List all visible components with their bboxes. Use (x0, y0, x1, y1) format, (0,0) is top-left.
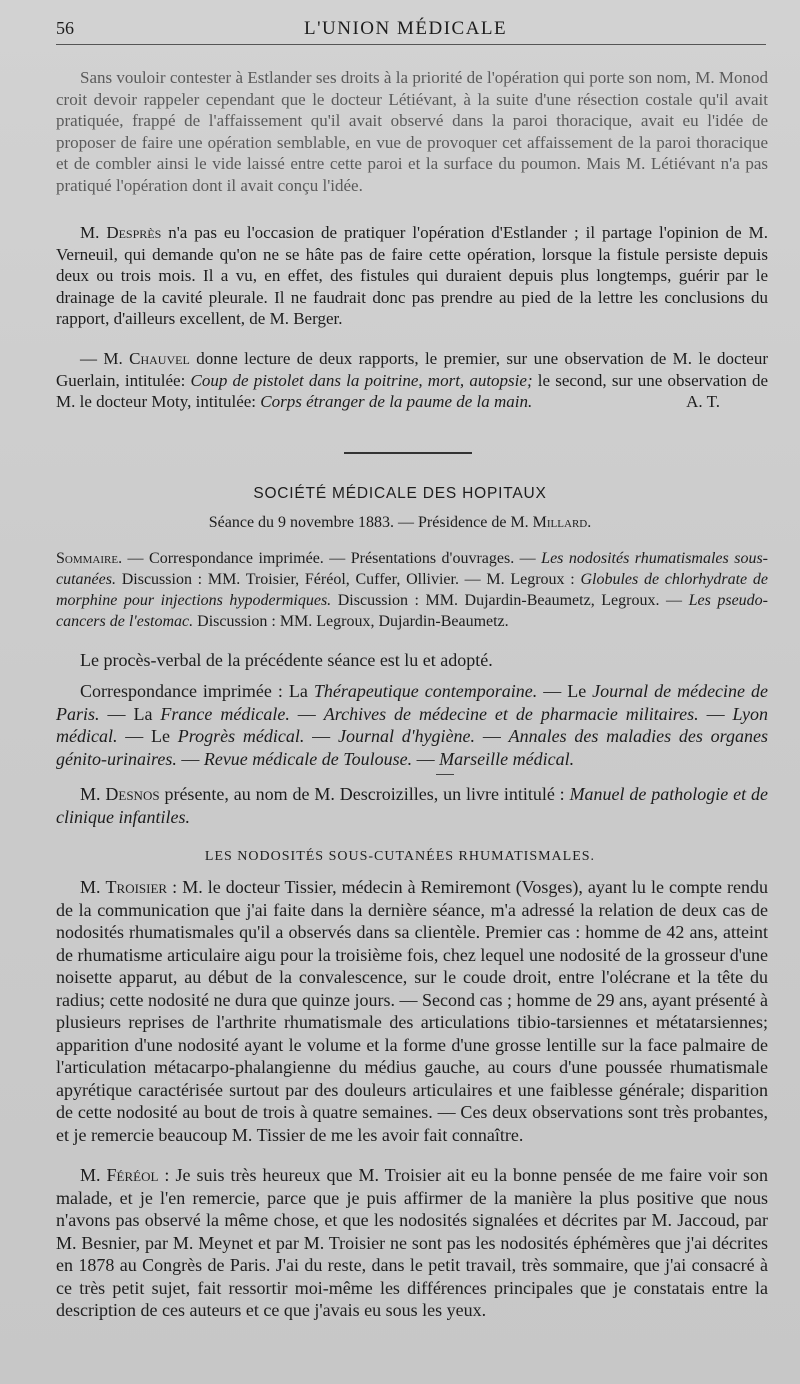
speaker-name: Desprès (106, 223, 162, 242)
paragraph-desnos: M. Desnos présente, au nom de M. Descroizilles, un livre intitulé : Manuel de pathologie et de clinique infantiles. (56, 784, 768, 827)
society-title: SOCIÉTÉ MÉDICALE DES HOPITAUX (253, 485, 547, 502)
speaker-name: Féréol (106, 1165, 159, 1185)
page-header (56, 18, 760, 46)
correspondance: Correspondance imprimée : La Thérapeutique contemporaine. — Le Journal de médecine de Paris. — La France médicale. — Archives de médecine et de pharmacie militaires. — Lyon médical. — Le Progrès médical. — Journal d'hygiène. — Annales des maladies des organes génito-urinaires. — Revue médicale de Toulouse. — Marseille médical. (56, 681, 769, 769)
paragraph-fereol: M. Féréol : Je suis très heureux que M. Troisier ait eu la bonne pensée de me faire voir son malade, et je l'en remercie, parce que je puis affirmer de la manière la plus positive que nous n'avons pas observé la même chose, et que les nodosités signalées et décrites par M. Jaccoud, par M. Besnier, par M. Meynet et par M. Troisier ne sont pas les nodosités éphémères que j'ai décrites en 1878 au Congrès de Paris. J'ai du reste, dans le petit travail, très sommaire, que j'ai consacré à ce très petit sujet, fait ressortir moi-même les différences principales que je constatais entre la description de ces auteurs et ce que j'avais eu sous les yeux. (56, 1165, 768, 1320)
speaker-name: Chauvel (129, 349, 190, 368)
paragraph-despres: M. Desprès n'a pas eu l'occasion de pratiquer l'opération d'Estlander ; il partage l'opinion de M. Verneuil, qui demande qu'on ne se hâte pas de faire cette opération, lorsque la fistule persiste depuis deux ou trois mois. Il a vu, en effet, des fistules qui duraient depuis plus longtemps, guérir par le drainage de la cavité pleurale. Il ne faudrait donc pas prendre au pied de la lettre les conclusions du rapport, d'ailleurs excellent, de M. Berger. (56, 223, 768, 329)
header-rule (56, 44, 766, 45)
proces-verbal: Le procès-verbal de la précédente séance est lu et adopté. (80, 650, 493, 670)
paragraph-monod: Sans vouloir contester à Estlander ses droits à la priorité de l'opération qui porte son nom, M. Monod croit devoir rappeler cependant que le docteur Létiévant, à la suite d'une résection costale qu'il avait pratiquée, frappé de l'affaissement qu'il avait observé dans la paroi thoracique, avait eu l'idée de proposer de faire une opération semblable, en vue de provoquer cet affaissement de la paroi thoracique et de combler ainsi le vide laissé entre cette paroi et la surface du poumon. Mais M. Létiévant n'a pas pratiqué l'opération dont il avait conçu l'idée. (56, 68, 768, 195)
signature: A. T. (686, 392, 720, 412)
section-title: LES NODOSITÉS SOUS-CUTANÉES RHUMATISMALES. (204, 849, 596, 864)
running-title: L'UNION MÉDICALE (304, 18, 508, 39)
section-divider (344, 452, 472, 454)
sommaire: Sommaire. — Correspondance imprimée. — Présentations d'ouvrages. — Les nodosités rhumatismales sous-cutanées. Discussion : MM. Troisier, Féréol, Cuffer, Ollivier. — M. Legroux : Globules de chlorhydrate de morphine pour injections hypodermiques. Discussion : MM. Dujardin-Beaumetz, Legroux. — Les pseudo-cancers de l'estomac. Discussion : MM. Legroux, Dujardin-Beaumetz. (56, 550, 769, 630)
speaker-name: Desnos (105, 784, 160, 804)
president-name: Millard. (532, 514, 592, 531)
paragraph-troisier: M. Troisier : M. le docteur Tissier, médecin à Remiremont (Vosges), ayant lu le compte rendu de la communication que j'ai faite dans la dernière séance, m'a adressé la relation de deux cas de nodosités rhumatismales qu'il a observés dans sa clientèle. Premier cas : homme de 42 ans, atteint de rhumatisme articulaire aigu pour la troisième fois, chez lequel une nodosité de la grosseur d'une noisette apparut, au début de la convalescence, sur le coude droit, entre l'olécrane et la tête du radius; cette nodosité ne dura que quinze jours. — Second cas ; homme de 29 ans, ayant présenté à plusieurs reprises de l'arthrite rhumatismale des articulations tibio-tarsiennes et métatarsiennes; apparition d'une nodosité ayant le volume et la forme d'une grosse lentille sur la face palmaire de l'articulation métacarpo-phalangienne du médius gauche, au cours d'une poussée rhumatismale apyrétique caractérisée surtout par des douleurs articulaires et une faiblesse générale; disparition de cette nodosité au bout de trois à quatre semaines. — Ces deux observations sont très probantes, et je remercie beaucoup M. Tissier de me les avoir fait connaître. (56, 877, 768, 1145)
page-number: 56 (56, 18, 74, 38)
small-divider (436, 774, 454, 775)
sommaire-label: Sommaire. (56, 550, 123, 567)
paragraph-chauvel: — M. Chauvel donne lecture de deux rapports, le premier, sur une observation de M. le docteur Guerlain, intitulée: Coup de pistolet dans la poitrine, mort, autopsie; le second, sur une observation de M. le docteur Moty, intitulée: Corps étranger de la paume de la main. A. T. (56, 349, 768, 412)
speaker-name: Troisier (105, 877, 168, 897)
session-line: Séance du 9 novembre 1883. — Présidence de M. Millard. (208, 514, 592, 531)
